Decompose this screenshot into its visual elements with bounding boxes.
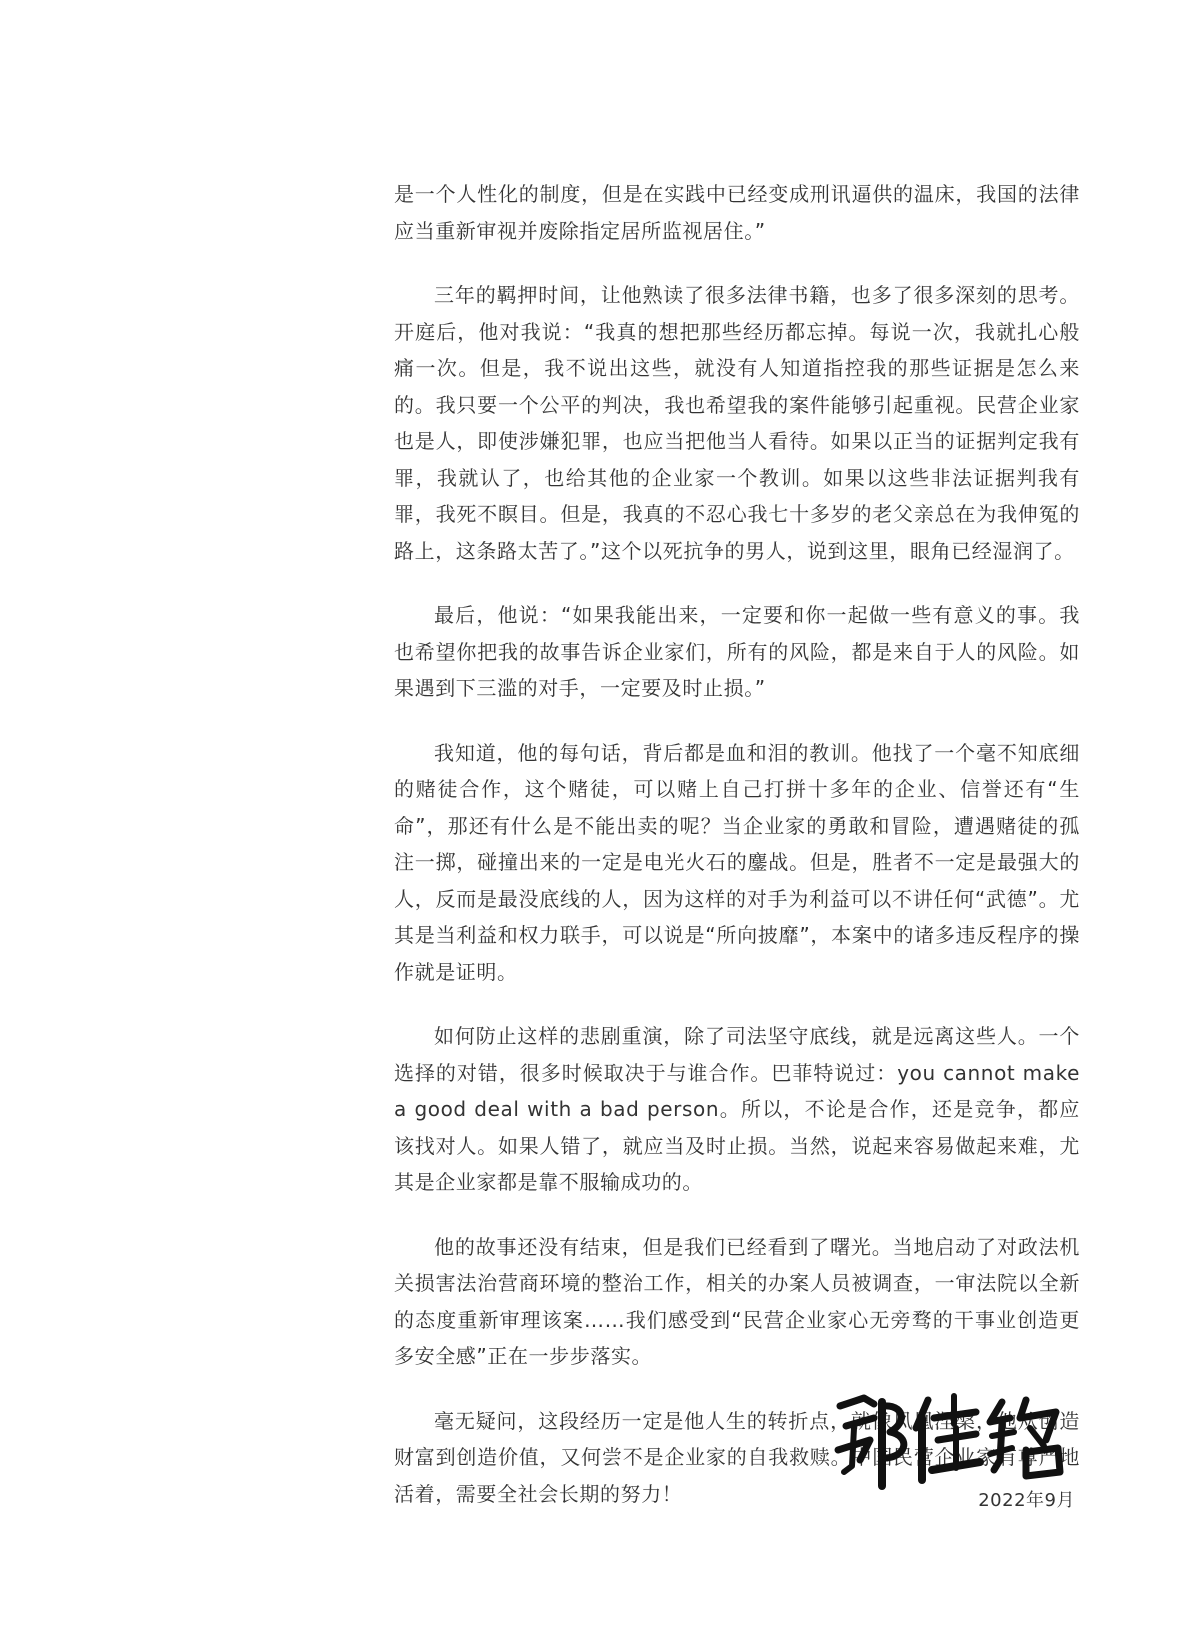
paragraph-7: 毫无疑问，这段经历一定是他人生的转折点，就像凤凰涅槃，他从创造财富到创造价值，又何尝不是企业家的自我救赎。中国民营企业家有尊严地活着，需要全社会长期的努力！ [394,1408,1080,1506]
signature-date: 2022年9月 [978,1490,1075,1511]
paragraph-1: 是一个人性化的制度，但是在实践中已经变成刑讯逼供的温床，我国的法律应当重新审视并废除指定居所监视居住。” [394,182,1080,243]
handwritten-signature [830,1388,1070,1500]
paragraph-3: 最后，他说：“如果我能出来，一定要和你一起做一些有意义的事。我也希望你把我的故事告诉企业家们，所有的风险，都是来自于人的风险。如果遇到下三滥的对手，一定要及时止损。” [394,603,1080,700]
paragraph-5: 如何防止这样的悲剧重演，除了司法坚守底线，就是远离这些人。一个选择的对错，很多时候取决于与谁合作。巴菲特说过：you cannot make a good deal with a bad person。所以，不论是合作，还是竞争，都应该找对人。如果人错了，就应当及时止损。当然，说起来容易做起来难，尤其是企业家都是靠不服输成功的。 [394,1024,1080,1194]
paragraph-6: 他的故事还没有结束，但是我们已经看到了曙光。当地启动了对政法机关损害法治营商环境的整治工作，相关的办案人员被调查，一审法院以全新的态度重新审理该案……我们感受到“民营企业家心无旁骛的干事业创造更多安全感”正在一步步落实。 [394,1234,1080,1368]
paragraph-2: 三年的羁押时间，让他熟读了很多法律书籍，也多了很多深刻的思考。开庭后，他对我说：“我真的想把那些经历都忘掉。每说一次，我就扎心般痛一次。但是，我不说出这些，就没有人知道指控我的那些证据是怎么来的。我只要一个公平的判决，我也希望我的案件能够引起重视。民营企业家也是人，即使涉嫌犯罪，也应当把他当人看待。如果以正当的证据判定我有罪，我就认了，也给其他的企业家一个教训。如果以这些非法证据判我有罪，我死不瞑目。但是，我真的不忍心我七十多岁的老父亲总在为我伸冤的路上，这条路太苦了。”这个以死抗争的男人，说到这里，眼角已经湿润了。 [394,283,1080,563]
article-body [394,176,1080,1540]
paragraph-4: 我知道，他的每句话，背后都是血和泪的教训。他找了一个毫不知底细的赌徒合作，这个赌徒，可以赌上自己打拼十多年的企业、信誉还有“生命”，那还有什么是不能出卖的呢？当企业家的勇敢和冒险，遭遇赌徒的孤注一掷，碰撞出来的一定是电光火石的鏖战。但是，胜者不一定是最强大的人，反而是最没底线的人，因为这样的对手为利益可以不讲任何“武德”。尤其是当利益和权力联手，可以说是“所向披靡”，本案中的诸多违反程序的操作就是证明。 [394,740,1080,984]
